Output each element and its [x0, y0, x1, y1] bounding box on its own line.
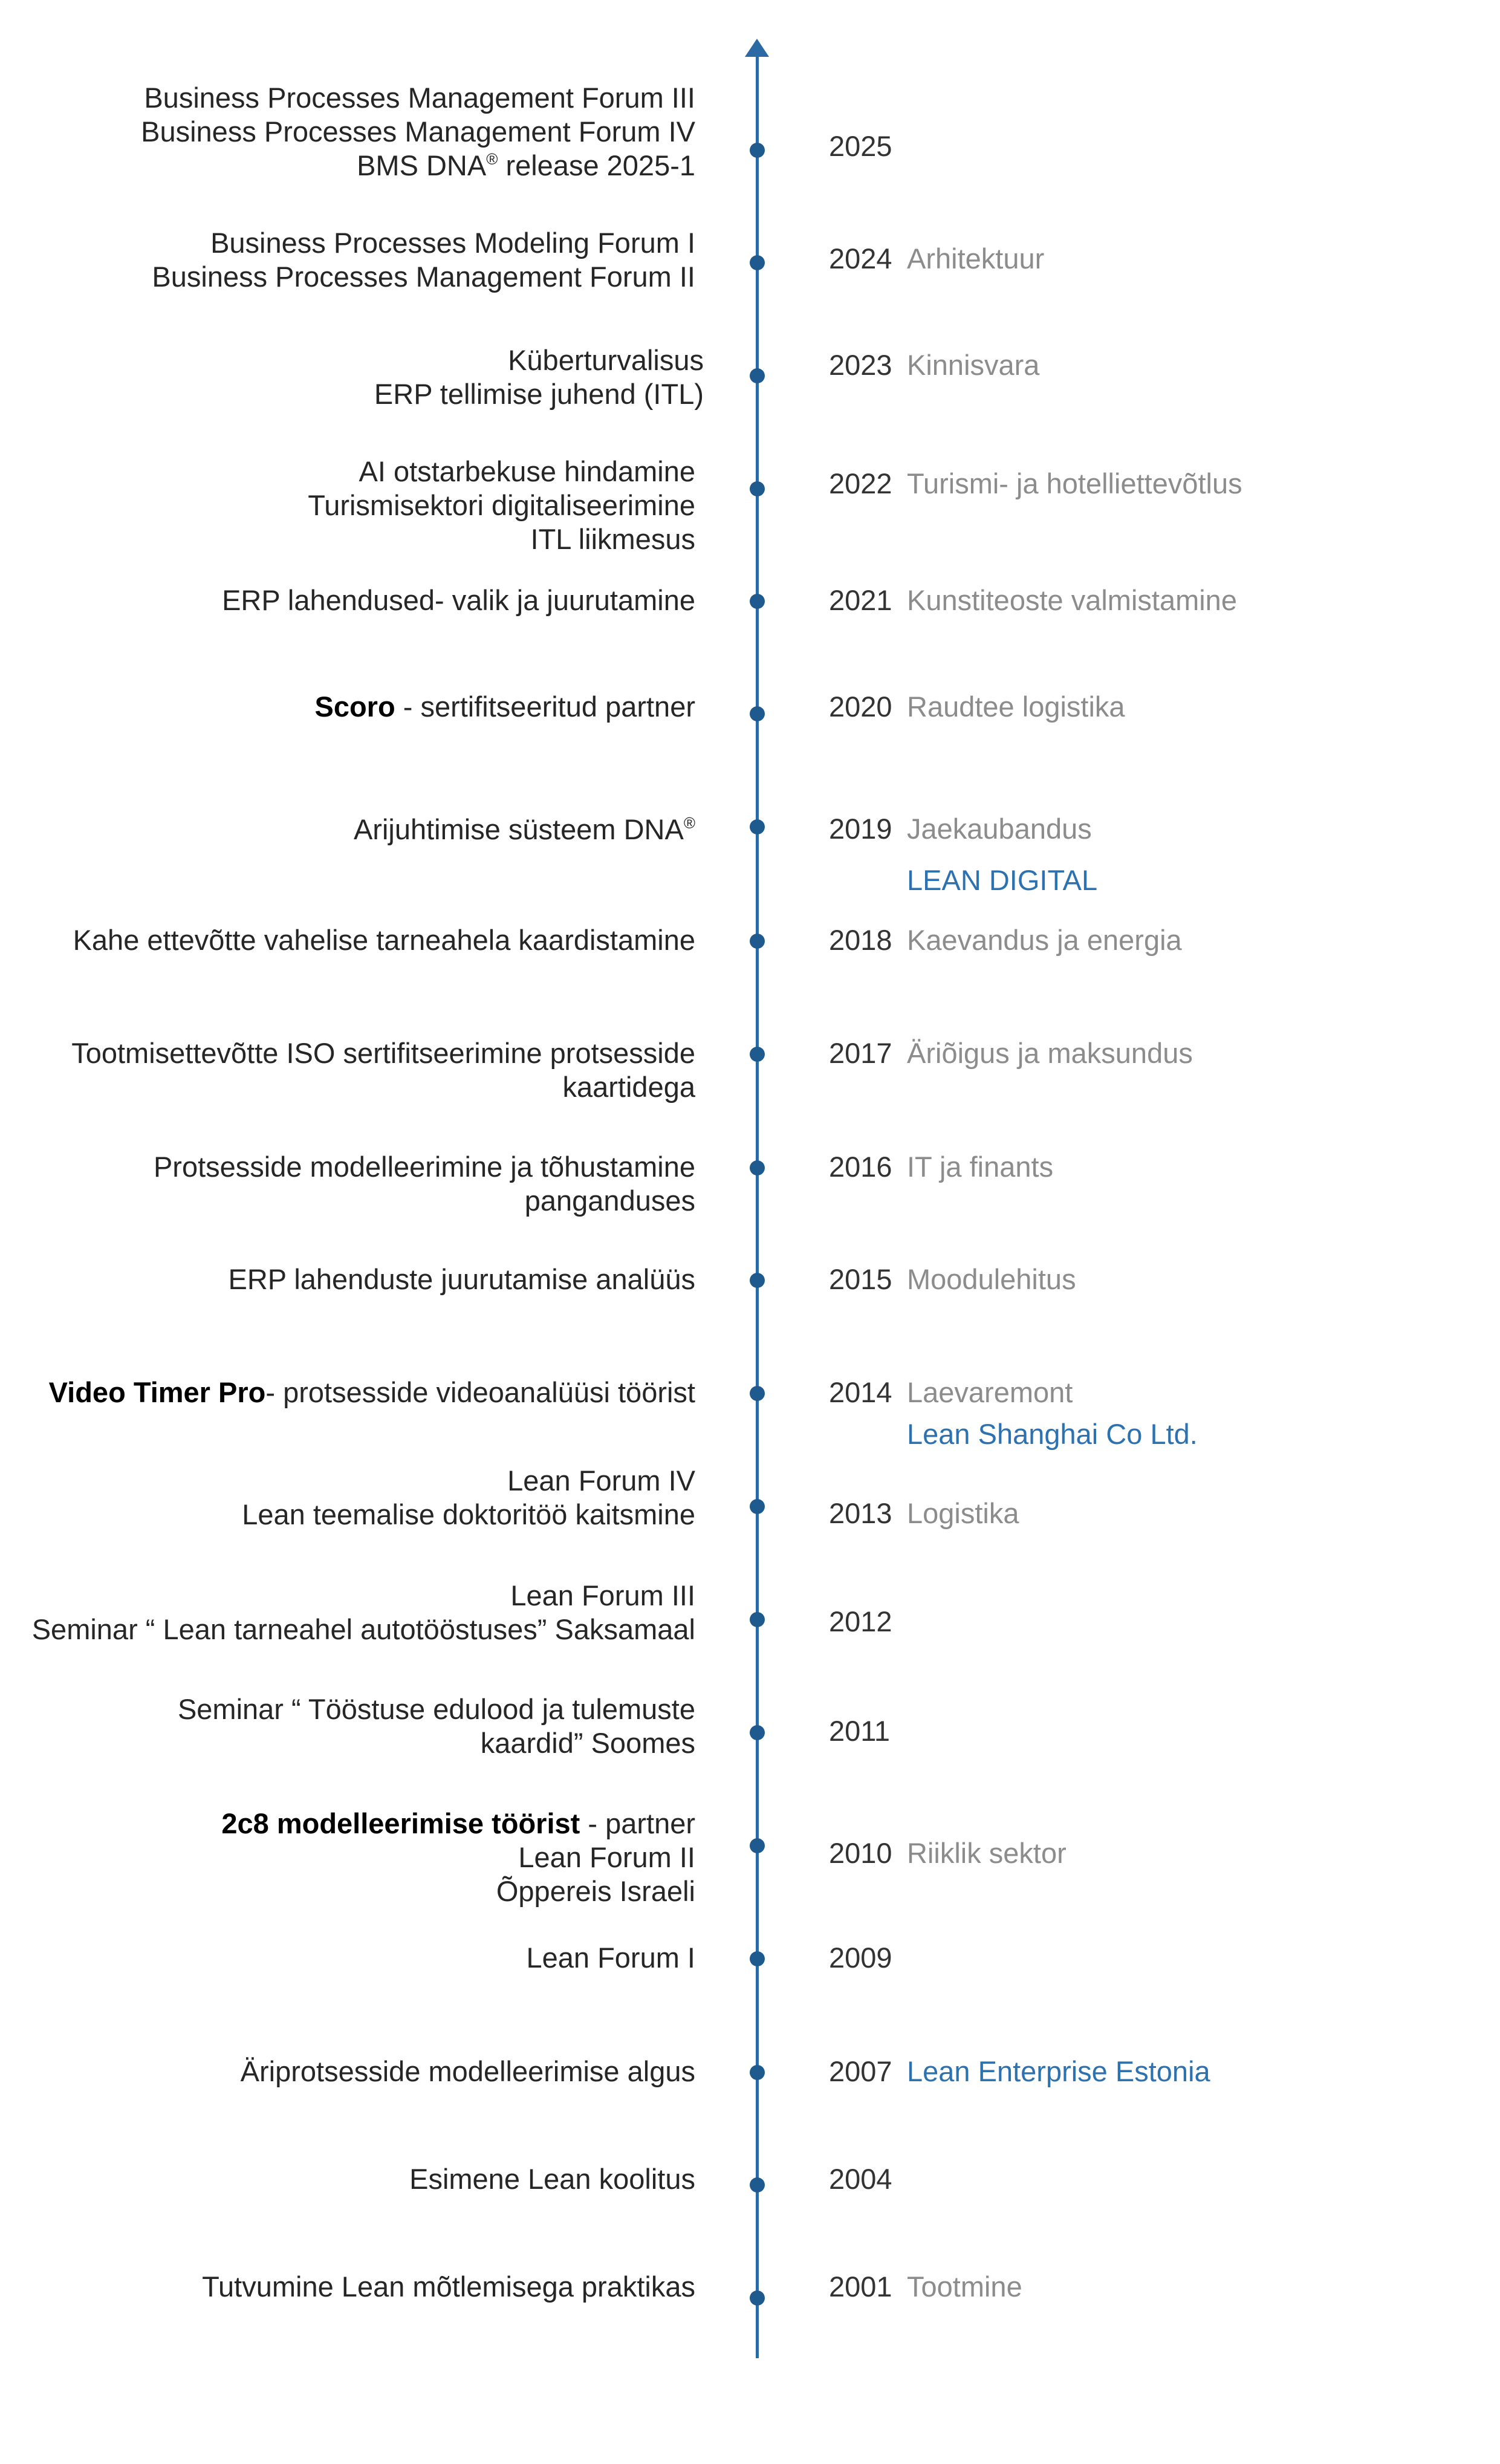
milestone-2021	[222, 583, 695, 617]
milestone-2009	[526, 1941, 695, 1975]
milestone-line: panganduses	[524, 1185, 695, 1217]
milestone-line: Business Processes Management Forum III	[144, 82, 695, 114]
milestone-2025	[141, 81, 695, 183]
timeline-dot-2011	[750, 1725, 765, 1740]
milestone-line: kaardid” Soomes	[480, 1727, 695, 1759]
milestone-line: Äriprotsesside modelleerimise algus	[240, 2055, 695, 2087]
year-label-2020: 2020	[829, 691, 892, 723]
timeline-dot-2017	[750, 1047, 765, 1062]
milestone-line: Turismisektori digitaliseerimine	[308, 489, 695, 521]
year-label-2013: 2013	[829, 1497, 892, 1529]
year-label-2017: 2017	[829, 1037, 892, 1069]
year-label-2004: 2004	[829, 2163, 892, 2195]
year-label-2018: 2018	[829, 924, 892, 956]
tool-name: 2c8 modelleerimise töörist	[221, 1807, 580, 1839]
year-label-2010: 2010	[829, 1837, 892, 1869]
year-label-2016: 2016	[829, 1151, 892, 1183]
timeline-dot-2014	[750, 1386, 765, 1401]
timeline-dot-2024	[750, 255, 765, 270]
milestone-line: Seminar “ Tööstuse edulood ja tulemuste	[177, 1693, 695, 1725]
milestone-2013	[242, 1464, 695, 1532]
timeline-dot-2019	[750, 819, 765, 834]
milestone-2020	[314, 690, 695, 724]
milestone-2011	[178, 1692, 695, 1760]
milestone-line: Lean Forum II	[518, 1841, 695, 1873]
milestone-2010	[221, 1807, 695, 1908]
sector-label-2016: IT ja finants	[907, 1151, 1054, 1183]
timeline-dot-2025	[750, 143, 765, 158]
sector-label-2020: Raudtee logistika	[907, 691, 1125, 723]
year-label-2021: 2021	[829, 584, 892, 616]
org-label-2014: Lean Shanghai Co Ltd.	[907, 1418, 1198, 1450]
sector-label-2014: Laevaremont	[907, 1376, 1073, 1408]
timeline-axis	[756, 51, 759, 2358]
milestone-line: Lean Forum III	[510, 1579, 695, 1611]
milestone-line: BMS DNA® release 2025-1	[357, 149, 695, 181]
milestone-line: Protsesside modelleerimine ja tõhustamine	[153, 1151, 695, 1183]
milestone-line: ERP lahenduste juurutamise analüüs	[228, 1263, 695, 1295]
milestone-line: Lean teemalise doktoritöö kaitsmine	[242, 1498, 695, 1530]
year-label-2014: 2014	[829, 1376, 892, 1408]
milestone-2014	[49, 1376, 695, 1409]
milestone-line: Tootmisettevõtte ISO sertifitseerimine protsesside	[71, 1037, 695, 1069]
milestone-2016	[154, 1150, 695, 1218]
sector-label-2023: Kinnisvara	[907, 349, 1040, 381]
milestone-line: Õppereis Israeli	[496, 1875, 695, 1907]
timeline-dot-2022	[750, 481, 765, 496]
sector-label-2024: Arhitektuur	[907, 242, 1045, 275]
timeline-dot-2012	[750, 1612, 765, 1627]
registered-mark: ®	[683, 814, 695, 832]
sector-label-2022: Turismi- ja hotelliettevõtlus	[907, 467, 1242, 499]
milestone-2015	[228, 1263, 695, 1296]
org-label-2007: Lean Enterprise Estonia	[907, 2055, 1210, 2087]
registered-mark: ®	[486, 150, 498, 168]
year-label-2023: 2023	[829, 349, 892, 381]
milestone-line: Scoro - sertifitseeritud partner	[314, 691, 695, 723]
milestone-2022	[308, 455, 695, 556]
year-label-2001: 2001	[829, 2271, 892, 2303]
org-label-2019: LEAN DIGITAL	[907, 864, 1098, 896]
timeline-dot-2021	[750, 594, 765, 609]
year-label-2024: 2024	[829, 242, 892, 275]
milestone-line: Lean Forum IV	[507, 1464, 695, 1497]
timeline-dot-2013	[750, 1499, 765, 1514]
milestone-2017	[71, 1036, 695, 1104]
milestone-line: AI otstarbekuse hindamine	[359, 455, 695, 487]
milestone-2024	[152, 226, 695, 294]
timeline-dot-2001	[750, 2290, 765, 2306]
milestone-line: Arijuhtimise süsteem DNA®	[353, 813, 695, 845]
sector-label-2013: Logistika	[907, 1497, 1019, 1529]
milestone-line: Tutvumine Lean mõtlemisega praktikas	[202, 2271, 695, 2303]
milestone-line: ERP lahendused- valik ja juurutamine	[222, 584, 695, 616]
timeline-dot-2004	[750, 2177, 765, 2193]
timeline-dot-2010	[750, 1838, 765, 1853]
milestone-2007	[241, 2055, 695, 2089]
milestone-line: Esimene Lean koolitus	[409, 2163, 695, 2195]
timeline-dot-2018	[750, 934, 765, 949]
sector-label-2019: Jaekaubandus	[907, 813, 1092, 845]
milestone-line: Business Processes Modeling Forum I	[210, 227, 695, 259]
timeline-dot-2023	[750, 368, 765, 383]
milestone-2019	[354, 813, 695, 847]
sector-label-2015: Moodulehitus	[907, 1263, 1076, 1295]
timeline-dot-2016	[750, 1160, 765, 1175]
milestone-line: 2c8 modelleerimise töörist - partner	[221, 1807, 695, 1839]
milestone-line: Business Processes Management Forum II	[152, 261, 695, 293]
sector-label-2017: Äriõigus ja maksundus	[907, 1037, 1193, 1069]
sector-label-2021: Kunstiteoste valmistamine	[907, 584, 1237, 616]
year-label-2015: 2015	[829, 1263, 892, 1295]
milestone-2004	[409, 2162, 695, 2196]
milestone-line: Seminar “ Lean tarneahel autotööstuses” Saksamaal	[31, 1613, 695, 1645]
timeline-dot-2007	[750, 2065, 765, 2080]
tool-name: Video Timer Pro	[48, 1376, 266, 1408]
year-label-2019: 2019	[829, 813, 892, 845]
milestone-line: Küberturvalisus	[508, 344, 704, 376]
year-label-2025: 2025	[829, 130, 892, 162]
year-label-2009: 2009	[829, 1942, 892, 1974]
milestone-line: Business Processes Management Forum IV	[141, 115, 695, 148]
milestone-line: Video Timer Pro- protsesside videoanalüüsi töörist	[48, 1376, 695, 1408]
timeline-dot-2015	[750, 1273, 765, 1288]
year-label-2012: 2012	[829, 1605, 892, 1637]
sector-label-2018: Kaevandus ja energia	[907, 924, 1182, 956]
milestone-2001	[202, 2270, 695, 2304]
milestone-line: kaartidega	[562, 1071, 695, 1103]
milestone-line: ERP tellimise juhend (ITL)	[374, 378, 704, 410]
milestone-2018	[73, 923, 695, 957]
milestone-line: Lean Forum I	[526, 1942, 695, 1974]
milestone-2012	[32, 1579, 695, 1646]
year-label-2022: 2022	[829, 467, 892, 499]
timeline-dot-2020	[750, 706, 765, 721]
year-label-2007: 2007	[829, 2055, 892, 2087]
milestone-2023	[374, 343, 704, 411]
milestone-line: Kahe ettevõtte vahelise tarneahela kaardistamine	[73, 924, 695, 956]
timeline-dot-2009	[750, 1951, 765, 1966]
milestone-line: ITL liikmesus	[530, 523, 695, 555]
sector-label-2001: Tootmine	[907, 2271, 1022, 2303]
year-label-2011: 2011	[829, 1715, 891, 1747]
partner-name: Scoro	[314, 691, 395, 723]
sector-label-2010: Riiklik sektor	[907, 1837, 1067, 1869]
